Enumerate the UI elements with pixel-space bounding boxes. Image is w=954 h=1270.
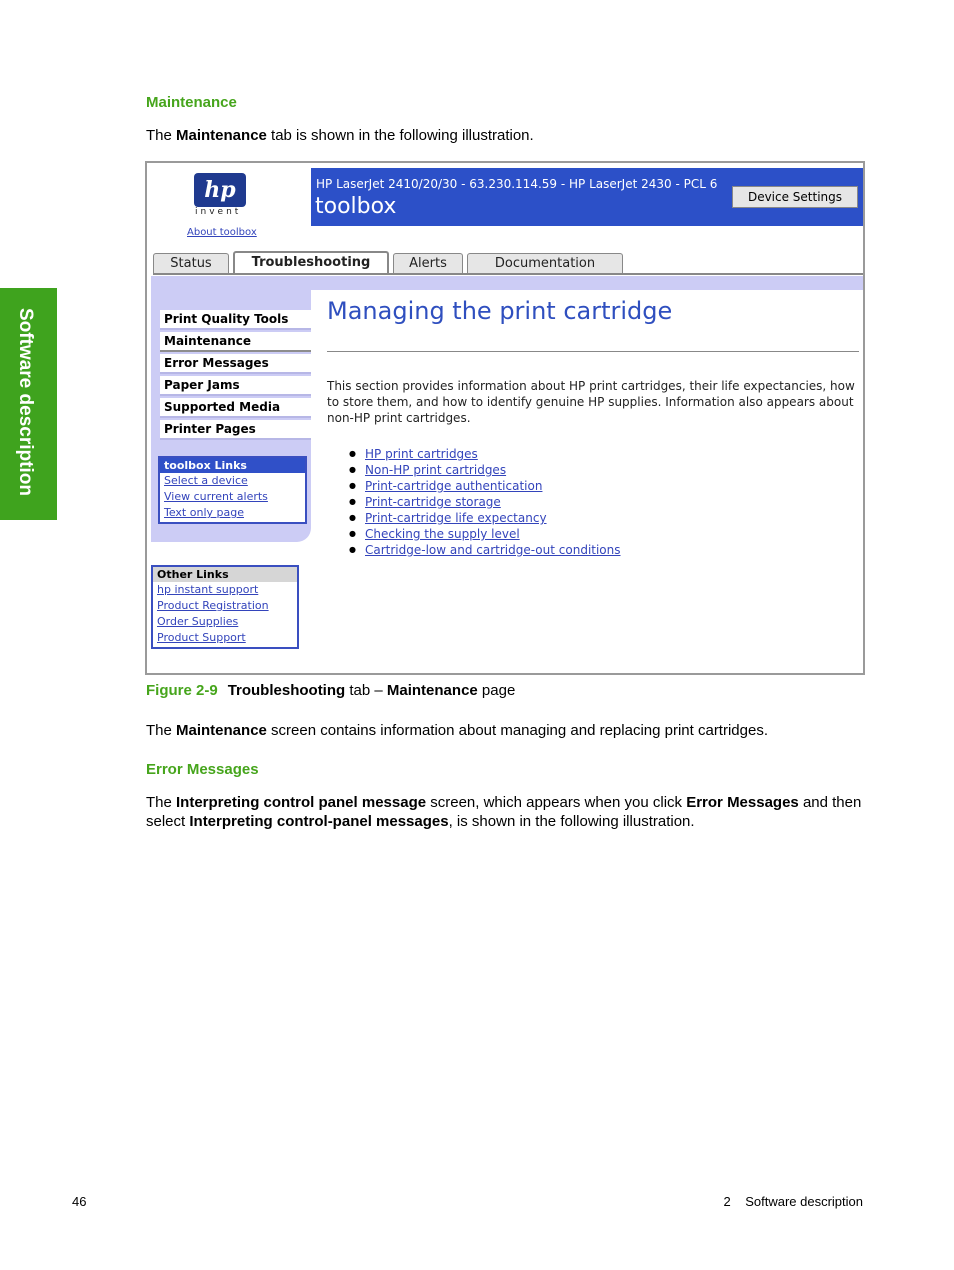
select-device-link[interactable]: Select a device — [164, 474, 248, 487]
invent-tagline: invent — [195, 207, 242, 217]
maintenance-screen-paragraph — [146, 721, 866, 740]
figure-caption-text — [228, 682, 516, 699]
nav-paper-jams[interactable]: Paper Jams — [160, 376, 311, 396]
printer-model: HP LaserJet 2410/20/30 - 63.230.114.59 - HP LaserJet 2430 - PCL 6 — [316, 177, 718, 191]
text-run: The — [146, 127, 177, 144]
tab-alerts[interactable]: Alerts — [393, 253, 463, 273]
title-divider — [327, 351, 859, 352]
hp-print-cartridges-link[interactable]: ● HP print cartridges — [349, 446, 621, 462]
bold-run: Maintenance — [386, 682, 478, 699]
bold-run: Error Messages — [686, 794, 799, 811]
text-run: The — [146, 722, 177, 739]
top-band — [151, 276, 864, 290]
bold-run: Maintenance — [176, 127, 267, 144]
other-links-box — [151, 565, 299, 649]
figure-caption — [146, 682, 515, 699]
other-links-header: Other Links — [153, 567, 297, 582]
heading-maintenance: Maintenance — [146, 94, 237, 111]
topic-links — [349, 446, 621, 558]
storage-link[interactable]: ● Print-cartridge storage — [349, 494, 621, 510]
tab-troubleshooting[interactable]: Troubleshooting — [233, 251, 389, 275]
toolbox-banner — [311, 168, 864, 226]
heading-error-messages: Error Messages — [146, 761, 259, 778]
toolbox-screenshot — [145, 161, 865, 675]
bold-run: Interpreting control panel message — [176, 794, 427, 811]
error-messages-paragraph — [146, 793, 866, 831]
device-settings-button[interactable]: Device Settings — [732, 186, 858, 208]
banner-title: toolbox — [315, 194, 397, 219]
page-number: 46 — [72, 1194, 87, 1209]
main-description: This section provides information about HP print cartridges, their life expectancies, how to store them, and how to identify genuine HP supplies. Information also appears about non-HP print cartridges. — [327, 379, 855, 425]
tab-status[interactable]: Status — [153, 253, 229, 273]
text-run: tab is shown in the following illustration. — [266, 127, 534, 144]
product-support-link[interactable]: Product Support — [157, 631, 246, 644]
left-navigation — [151, 290, 311, 542]
side-tab-label: Software description — [15, 308, 36, 496]
bold-run: Maintenance — [176, 722, 267, 739]
life-expectancy-link[interactable]: ● Print-cartridge life expectancy — [349, 510, 621, 526]
product-registration-link[interactable]: Product Registration — [157, 599, 269, 612]
text-run: screen contains information about managing and replacing print cartridges. — [266, 722, 768, 739]
about-toolbox-link[interactable]: About toolbox — [187, 227, 257, 238]
text-run: The — [146, 794, 177, 811]
nav-printer-pages[interactable]: Printer Pages — [160, 420, 311, 440]
text-run: page — [477, 682, 516, 699]
main-title: Managing the print cartridge — [327, 297, 673, 325]
nav-print-quality-tools[interactable]: Print Quality Tools — [160, 310, 311, 330]
order-supplies-link[interactable]: Order Supplies — [157, 615, 239, 628]
non-hp-print-cartridges-link[interactable]: ● Non-HP print cartridges — [349, 462, 621, 478]
nav-error-messages[interactable]: Error Messages — [160, 354, 311, 374]
tab-documentation[interactable]: Documentation — [467, 253, 623, 273]
toolbox-links-box — [158, 456, 307, 524]
cartridge-low-out-link[interactable]: ● Cartridge-low and cartridge-out conditions — [349, 542, 621, 558]
text-run: , is shown in the following illustration. — [448, 813, 695, 830]
bold-run: Troubleshooting — [227, 682, 346, 699]
hp-instant-support-link[interactable]: hp instant support — [157, 583, 259, 596]
toolbox-links-header: toolbox Links — [160, 458, 305, 473]
nav-maintenance[interactable]: Maintenance — [160, 332, 311, 352]
figure-number: Figure 2-9 — [146, 682, 218, 699]
intro-paragraph — [146, 126, 866, 145]
side-tab — [0, 288, 57, 520]
text-run: tab – — [345, 682, 387, 699]
nav-supported-media[interactable]: Supported Media — [160, 398, 311, 418]
authentication-link[interactable]: ● Print-cartridge authentication — [349, 478, 621, 494]
hp-logo: hp — [194, 173, 246, 207]
view-current-alerts-link[interactable]: View current alerts — [164, 490, 268, 503]
bold-run: Interpreting control-panel messages — [189, 813, 449, 830]
text-run: screen, which appears when you click — [426, 794, 687, 811]
tab-underline — [153, 273, 863, 275]
text-run: and then select — [146, 794, 862, 830]
supply-level-link[interactable]: ● Checking the supply level — [349, 526, 621, 542]
text-only-page-link[interactable]: Text only page — [164, 506, 244, 519]
footer-chapter: 2 Software description — [723, 1194, 863, 1209]
